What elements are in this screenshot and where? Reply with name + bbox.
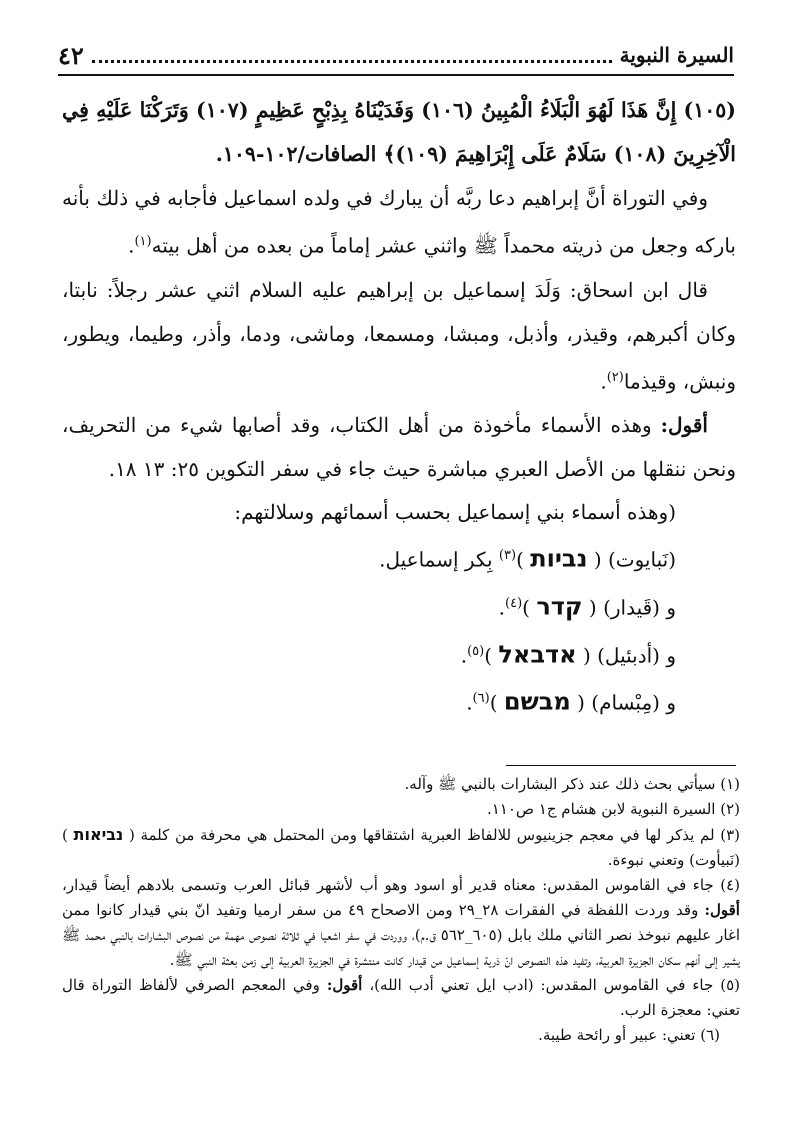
quran-verse: (١٠٥) إِنَّ هَذَا لَهُوَ الْبَلَاءُ الْمُبِينُ (١٠٦) وَفَدَيْنَاهُ بِذِبْحٍ عَظِيمٍ (١٠٧) وَتَرَكْنَا عَلَيْهِ فِي الْآخِرِينَ (١٠٨) سَلَامٌ عَلَى إِبْرَاهِيمَ (١٠٩)﴾ الصافات/١٠٢-١٠٩. xyxy=(62,98,736,166)
paragraph-ibn-ishaq-text: قال ابن اسحاق: وَلَدَ إسماعيل بن إبراهيم عليه السلام اثني عشر رجلاً: نابتا، وكان أكبرهم، وقيذر، وأذبل، ومبشا، ومسمعا، وماشى، ودما، وأذر، وطيما، ويطور، ونبش، وقيذما xyxy=(62,277,736,394)
header-title: السيرة النبوية xyxy=(619,43,734,67)
footnote-5-text: (٥) جاء في القاموس المقدس: (ادب ايل تعني أدب الله)، xyxy=(369,976,741,994)
names-list-intro: (وهذه أسماء بني إسماعيل بحسب أسمائهم وسلالتهم: xyxy=(234,500,676,525)
list-item-suffix: . xyxy=(498,595,505,620)
footnote-4-text: (٤) جاء في القاموس المقدس: معناه قدير أو اسود وهو أب لأشهر قبائل العرب وتسمى بلادهم أيضاً قيدار، xyxy=(62,876,740,894)
list-item-prefix: و (قَيدار) ( xyxy=(588,595,676,620)
footnote-4 xyxy=(62,873,740,973)
paragraph-aqul xyxy=(62,403,736,491)
footnote-ref-5: (٥) xyxy=(467,643,485,659)
paragraph-aqul-text: وهذه الأسماء مأخوذة من أهل الكتاب، وقد أصابها شيء من التحريف، ونحن ننقلها من الأصل العبري مباشرة حيث جاء في سفر التكوين ٢٥: ١٣ ١٨. xyxy=(62,413,736,482)
footnote-2: (٢) السيرة النبوية لابن هشام ج١ ص١١٠. xyxy=(486,800,740,818)
paragraph-torah: وفي التوراة أنَّ إبراهيم دعا ربَّه أن يبارك في ولده اسماعيل فأجابه في ذلك بأنه باركه وجعل من ذريته محمداً ﷺ واثني عشر إماماً من بعده من أهل بيته$^{(١)}$. xyxy=(62,186,736,258)
footnote-separator xyxy=(506,765,736,766)
footnote-5 xyxy=(62,973,740,1023)
list-item-prefix: و (مِبْسام) ( xyxy=(577,690,676,715)
list-item-prefix: (نَبايوت) ( xyxy=(593,547,676,572)
list-item-prefix: و (أدبئيل) ( xyxy=(582,643,676,668)
running-header xyxy=(58,38,734,72)
list-item-suffix: . xyxy=(460,643,468,668)
footnote-ref-4: (٤) xyxy=(505,595,523,611)
footnote-3 xyxy=(62,822,740,873)
footnote-ref-1: (١) xyxy=(134,234,152,249)
footnote-ref-6: (٦) xyxy=(472,691,490,707)
page-body xyxy=(62,88,736,725)
footnote-ref-3: (٣) xyxy=(498,548,517,564)
header-divider xyxy=(58,74,734,76)
list-item: (نَبايوت) ( נביות )$^{(٣)}$ بِكر إسماعيل. xyxy=(379,544,676,573)
hebrew-word: אדבאל xyxy=(498,640,577,669)
footnote-1: (١) سيأتي بحث ذلك عند ذكر البشارات بالنبي ﷺ وآله. xyxy=(404,775,740,793)
footnote-3-end: ) (نَبيأوت) وتعني نبوءة. xyxy=(62,826,740,869)
list-item: و (مِبْسام) ( מבשם )$^{(٦)}$. xyxy=(466,687,676,716)
footnote-6: (٦) تعني: عبير أو رائحة طيبة. xyxy=(538,1026,720,1044)
footnote-5-rest: وفي المعجم الصرفي لألفاظ التوراة قال تعني: معجزة الرب. xyxy=(62,976,740,1019)
footnote-4-rest: وقد وردت اللفظة في الفقرات ٢٨_٢٩ ومن الاصحاح ٤٩ من سفر ارميا وتفيد انّ بني قيدار كانوا ممن اغار عليهم نبوخذ نصر الثاني ملك بابل (٦٠٥_٥٦٢ ق.م)، ووردت في سفر اشعيا في ثلاثة نصوص مهمة من نصوص البشارات بالنبي محمد ﷺ يشير إلى أنهم سكان الجزيرة العربية، وتفيد هذه النصوص انّ ذرية إسماعيل من قيدار كانت منتشرة في الجزيرة العربية إلى زمن بعثة النبي ﷺ. xyxy=(62,901,740,969)
list-item-suffix: بِكر إسماعيل. xyxy=(379,547,499,572)
hebrew-word: מבשם xyxy=(503,687,571,716)
footnote-4-label: أقول: xyxy=(704,901,740,919)
paragraph-ibn-ishaq: قال ابن اسحاق: وَلَدَ إسماعيل بن إبراهيم عليه السلام اثني عشر رجلاً: نابتا، وكان أكبرهم، وقيذر، وأذبل، ومبشا، ومسمعا، وماشى، ودما، وأذر، وطيما، ويطور، ونبش، وقيذما$^{(٢)}$. xyxy=(62,277,736,394)
list-item-suffix: . xyxy=(466,690,473,715)
footnote-ref-2: (٢) xyxy=(606,369,624,385)
footnote-5-label: أقول: xyxy=(326,976,363,994)
names-list xyxy=(62,491,736,725)
list-item: و (أدبئيل) ( אדבאל )$^{(٥)}$. xyxy=(460,640,676,669)
footnote-3-text: (٣) لم يذكر لها في معجم جزينيوس للالفاظ العبرية اشتقاقها ومن المحتمل هي محرفة من كلمة ( xyxy=(128,826,740,844)
header-leader-dots xyxy=(92,60,612,63)
aqul-label: أقول: xyxy=(660,413,708,438)
paragraph-torah-text: وفي التوراة أنَّ إبراهيم دعا ربَّه أن يبارك في ولده اسماعيل فأجابه في ذلك بأنه باركه وجعل من ذريته محمداً ﷺ واثني عشر إماماً من بعده من أهل بيته xyxy=(62,186,736,258)
hebrew-word: נביאות xyxy=(73,825,124,844)
page-number: ٤٢ xyxy=(58,40,84,70)
list-item: و (قَيدار) ( קדר )$^{(٤)}$. xyxy=(498,592,676,621)
hebrew-word: קדר xyxy=(536,592,583,621)
footnotes xyxy=(62,772,740,1048)
hebrew-word: נביות xyxy=(530,544,588,573)
